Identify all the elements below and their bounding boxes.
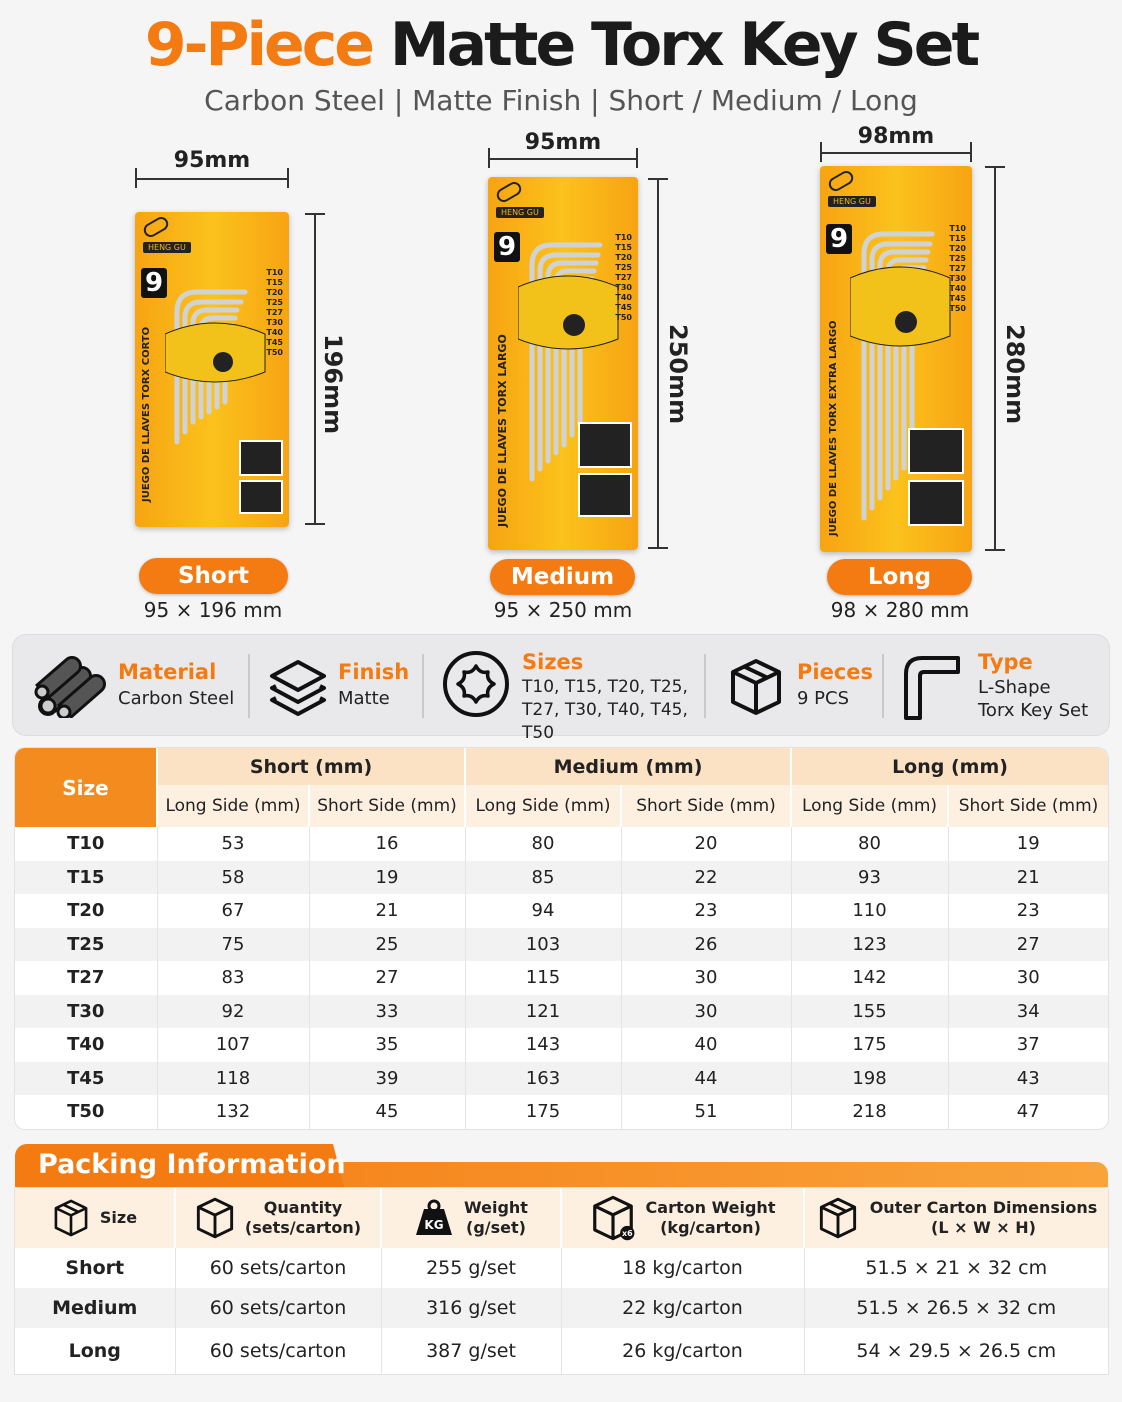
table-row <box>15 1095 1108 1129</box>
spec-material <box>12 634 248 736</box>
table-row <box>15 861 1108 895</box>
table-cell: 51.5 × 21 × 32 cm <box>804 1248 1108 1288</box>
table-cell: 155 <box>791 995 948 1029</box>
table-row <box>15 1288 1108 1328</box>
table-cell: 103 <box>465 928 621 962</box>
piece-count-badge: 9 <box>826 224 852 254</box>
table-cell: 43 <box>948 1062 1108 1096</box>
table-cell: 23 <box>948 894 1108 928</box>
table-cell: 94 <box>465 894 621 928</box>
package-vertical-text: JUEGO DE LLAVES TORX CORTO <box>141 326 152 502</box>
table-cell: 175 <box>465 1095 621 1129</box>
packing-header-outer-dimensions: Outer Carton Dimensions (L × W × H) <box>804 1188 1108 1248</box>
table-cell: 27 <box>948 928 1108 962</box>
height-label-medium: 250mm <box>664 324 692 425</box>
table-cell: 143 <box>465 1028 621 1062</box>
table-cell: 53 <box>157 827 309 861</box>
spec-value: Matte <box>338 688 390 709</box>
packing-banner <box>15 1144 1108 1190</box>
table-cell: 75 <box>157 928 309 962</box>
page-title <box>0 10 1122 80</box>
table-cell: 54 × 29.5 × 26.5 cm <box>804 1328 1108 1374</box>
l-key-icon <box>898 652 964 722</box>
carton-icon <box>590 1195 636 1241</box>
table-cell: 19 <box>309 861 465 895</box>
table-cell: 21 <box>309 894 465 928</box>
table-cell: 142 <box>791 961 948 995</box>
table-cell: 121 <box>465 995 621 1029</box>
table-row <box>15 1248 1108 1288</box>
brand-label: HENG GU <box>143 242 191 253</box>
product-package-medium <box>488 177 638 550</box>
table-row <box>15 961 1108 995</box>
size-list: T10 T15 T20 T25 T27 T30 T40 T45 T50 <box>949 224 966 313</box>
table-cell: 118 <box>157 1062 309 1096</box>
svg-text:KG: KG <box>424 1218 444 1232</box>
row-size-label: T45 <box>15 1062 157 1096</box>
package-photo <box>239 480 283 514</box>
table-cell: 45 <box>309 1095 465 1129</box>
table-cell: 25 <box>309 928 465 962</box>
table-cell: 107 <box>157 1028 309 1062</box>
table-cell: 110 <box>791 894 948 928</box>
table-cell: 198 <box>791 1062 948 1096</box>
table-cell: 23 <box>621 894 791 928</box>
piece-count-badge: 9 <box>494 232 520 262</box>
sub-header: Short Side (mm) <box>948 785 1108 827</box>
table-cell: 218 <box>791 1095 948 1129</box>
table-cell: 19 <box>948 827 1108 861</box>
spec-strip <box>12 634 1110 743</box>
table-cell: 34 <box>948 995 1108 1029</box>
box-icon <box>195 1197 235 1239</box>
table-row <box>15 1062 1108 1096</box>
spec-label: Finish <box>338 660 410 684</box>
table-cell: 30 <box>621 961 791 995</box>
spec-label: Type <box>978 650 1033 674</box>
table-row <box>15 1028 1108 1062</box>
size-list: T10 T15 T20 T25 T27 T30 T40 T45 T50 <box>615 233 632 322</box>
table-cell: 22 <box>621 861 791 895</box>
package-photo <box>908 480 964 526</box>
spec-value: Torx Key Set <box>978 700 1089 721</box>
table-cell: 40 <box>621 1028 791 1062</box>
table-cell: 33 <box>309 995 465 1029</box>
width-label-medium: 95mm <box>524 130 602 155</box>
table-cell: 80 <box>465 827 621 861</box>
table-row <box>15 827 1108 861</box>
table-cell: 44 <box>621 1062 791 1096</box>
table-cell: 37 <box>948 1028 1108 1062</box>
packing-title: Packing Information <box>38 1149 346 1180</box>
table-cell: 163 <box>465 1062 621 1096</box>
title-main: Matte Torx Key Set <box>389 10 978 80</box>
row-size-label: T30 <box>15 995 157 1029</box>
table-row <box>15 995 1108 1029</box>
table-cell: 60 sets/carton <box>175 1328 381 1374</box>
table-cell: 51 <box>621 1095 791 1129</box>
row-size-label: T25 <box>15 928 157 962</box>
package-photo <box>239 440 283 476</box>
spec-value: T27, T30, T40, T45, T50 <box>522 700 688 743</box>
layers-icon <box>268 658 328 716</box>
sub-header: Long Side (mm) <box>157 785 309 827</box>
table-cell: 21 <box>948 861 1108 895</box>
row-size-label: Medium <box>15 1288 175 1328</box>
table-cell: 85 <box>465 861 621 895</box>
group-header-short: Short (mm) <box>157 748 465 785</box>
table-row <box>15 894 1108 928</box>
variant-dims-long: 98 × 280 mm <box>830 598 970 622</box>
spec-value: Carbon Steel <box>118 688 235 709</box>
sub-header: Short Side (mm) <box>309 785 465 827</box>
table-cell: 22 kg/carton <box>561 1288 804 1328</box>
size-list: T10 T15 T20 T25 T27 T30 T40 T45 T50 <box>266 268 283 357</box>
packing-header-quantity: Quantity (sets/carton) <box>175 1188 381 1248</box>
spec-pieces <box>706 634 882 736</box>
spec-value: T10, T15, T20, T25, <box>522 677 688 697</box>
table-cell: 175 <box>791 1028 948 1062</box>
table-cell: 80 <box>791 827 948 861</box>
table-cell: 67 <box>157 894 309 928</box>
table-cell: 60 sets/carton <box>175 1248 381 1288</box>
package-photo <box>908 428 964 474</box>
sub-header: Long Side (mm) <box>465 785 621 827</box>
size-column-header: Size <box>15 748 157 827</box>
packing-table-body <box>15 1248 1108 1374</box>
variant-pill-long: Long <box>827 559 972 595</box>
size-table <box>15 748 1108 1129</box>
box-icon <box>52 1199 90 1237</box>
table-cell: 83 <box>157 961 309 995</box>
table-cell: 18 kg/carton <box>561 1248 804 1288</box>
box-icon <box>730 658 782 716</box>
table-cell: 16 <box>309 827 465 861</box>
spec-label: Material <box>118 660 217 684</box>
svg-text:x6: x6 <box>621 1229 633 1239</box>
table-cell: 123 <box>791 928 948 962</box>
row-size-label: Short <box>65 1257 125 1279</box>
sub-header: Long Side (mm) <box>791 785 948 827</box>
group-header-medium: Medium (mm) <box>465 748 791 785</box>
spec-type <box>884 634 1110 736</box>
table-cell: 115 <box>465 961 621 995</box>
product-package-long <box>820 166 972 552</box>
product-package-short <box>135 212 289 527</box>
sub-header: Short Side (mm) <box>621 785 791 827</box>
table-cell: 51.5 × 26.5 × 32 cm <box>804 1288 1108 1328</box>
spec-label: Sizes <box>522 650 584 674</box>
table-cell: 387 g/set <box>381 1328 561 1374</box>
variant-pill-short: Short <box>139 558 288 594</box>
table-cell: 132 <box>157 1095 309 1129</box>
table-cell: 26 <box>621 928 791 962</box>
row-size-label: T40 <box>67 1034 105 1056</box>
table-cell: 255 g/set <box>381 1248 561 1288</box>
package-vertical-text: JUEGO DE LLAVES TORX LARGO <box>496 334 509 527</box>
table-cell: 27 <box>309 961 465 995</box>
size-table-body <box>15 827 1108 1129</box>
table-cell: 92 <box>157 995 309 1029</box>
box-icon <box>816 1197 860 1239</box>
table-cell: 20 <box>621 827 791 861</box>
table-cell: 47 <box>948 1095 1108 1129</box>
table-cell: 60 sets/carton <box>175 1288 381 1328</box>
page-subtitle: Carbon Steel | Matte Finish | Short / Medium / Long <box>204 84 918 117</box>
table-cell: 93 <box>791 861 948 895</box>
row-size-label: T15 <box>15 861 157 895</box>
torx-star-icon <box>442 650 510 718</box>
table-cell: 58 <box>157 861 309 895</box>
title-highlight: 9-Piece <box>144 10 373 80</box>
row-size-label: T27 <box>67 967 105 989</box>
spec-value: L-Shape <box>978 677 1051 698</box>
brand-label: HENG GU <box>496 207 544 218</box>
table-cell: 35 <box>309 1028 465 1062</box>
spec-sizes <box>424 634 704 743</box>
brand-label: HENG GU <box>828 196 876 207</box>
height-label-long: 280mm <box>1001 324 1029 425</box>
spec-value: 9 PCS <box>797 688 850 709</box>
table-row <box>15 1328 1108 1374</box>
table-row <box>15 928 1108 962</box>
group-header-long: Long (mm) <box>791 748 1108 785</box>
package-vertical-text: JUEGO DE LLAVES TORX EXTRA LARGO <box>828 320 839 536</box>
variant-dims-short: 95 × 196 mm <box>143 598 283 622</box>
table-cell: 39 <box>309 1062 465 1096</box>
table-cell: 26 kg/carton <box>561 1328 804 1374</box>
row-size-label: T20 <box>67 900 105 922</box>
weight-icon <box>414 1199 454 1237</box>
spec-finish <box>250 634 422 736</box>
row-size-label: Long <box>68 1340 121 1362</box>
table-cell: 30 <box>948 961 1108 995</box>
spec-label: Pieces <box>797 660 874 684</box>
width-label-short: 95mm <box>173 148 251 173</box>
table-cell: 30 <box>621 995 791 1029</box>
torx-keys-image <box>165 272 275 452</box>
height-label-short: 196mm <box>319 334 347 435</box>
packing-table <box>15 1188 1108 1374</box>
variant-dims-medium: 95 × 250 mm <box>493 598 633 622</box>
row-size-label: T50 <box>67 1101 105 1123</box>
row-size-label: T10 <box>67 833 105 855</box>
package-photo <box>578 473 632 517</box>
width-label-long: 98mm <box>857 124 935 149</box>
packing-header-size: Size <box>15 1188 175 1248</box>
variant-pill-medium: Medium <box>490 559 635 595</box>
package-photo <box>578 422 632 468</box>
packing-header-carton-weight: x6 Carton Weight (kg/carton) <box>561 1188 804 1248</box>
table-cell: 316 g/set <box>381 1288 561 1328</box>
steel-rods-icon <box>32 656 108 718</box>
piece-count-badge: 9 <box>141 268 167 298</box>
packing-header-weight: KG Weight (g/set) <box>381 1188 561 1248</box>
